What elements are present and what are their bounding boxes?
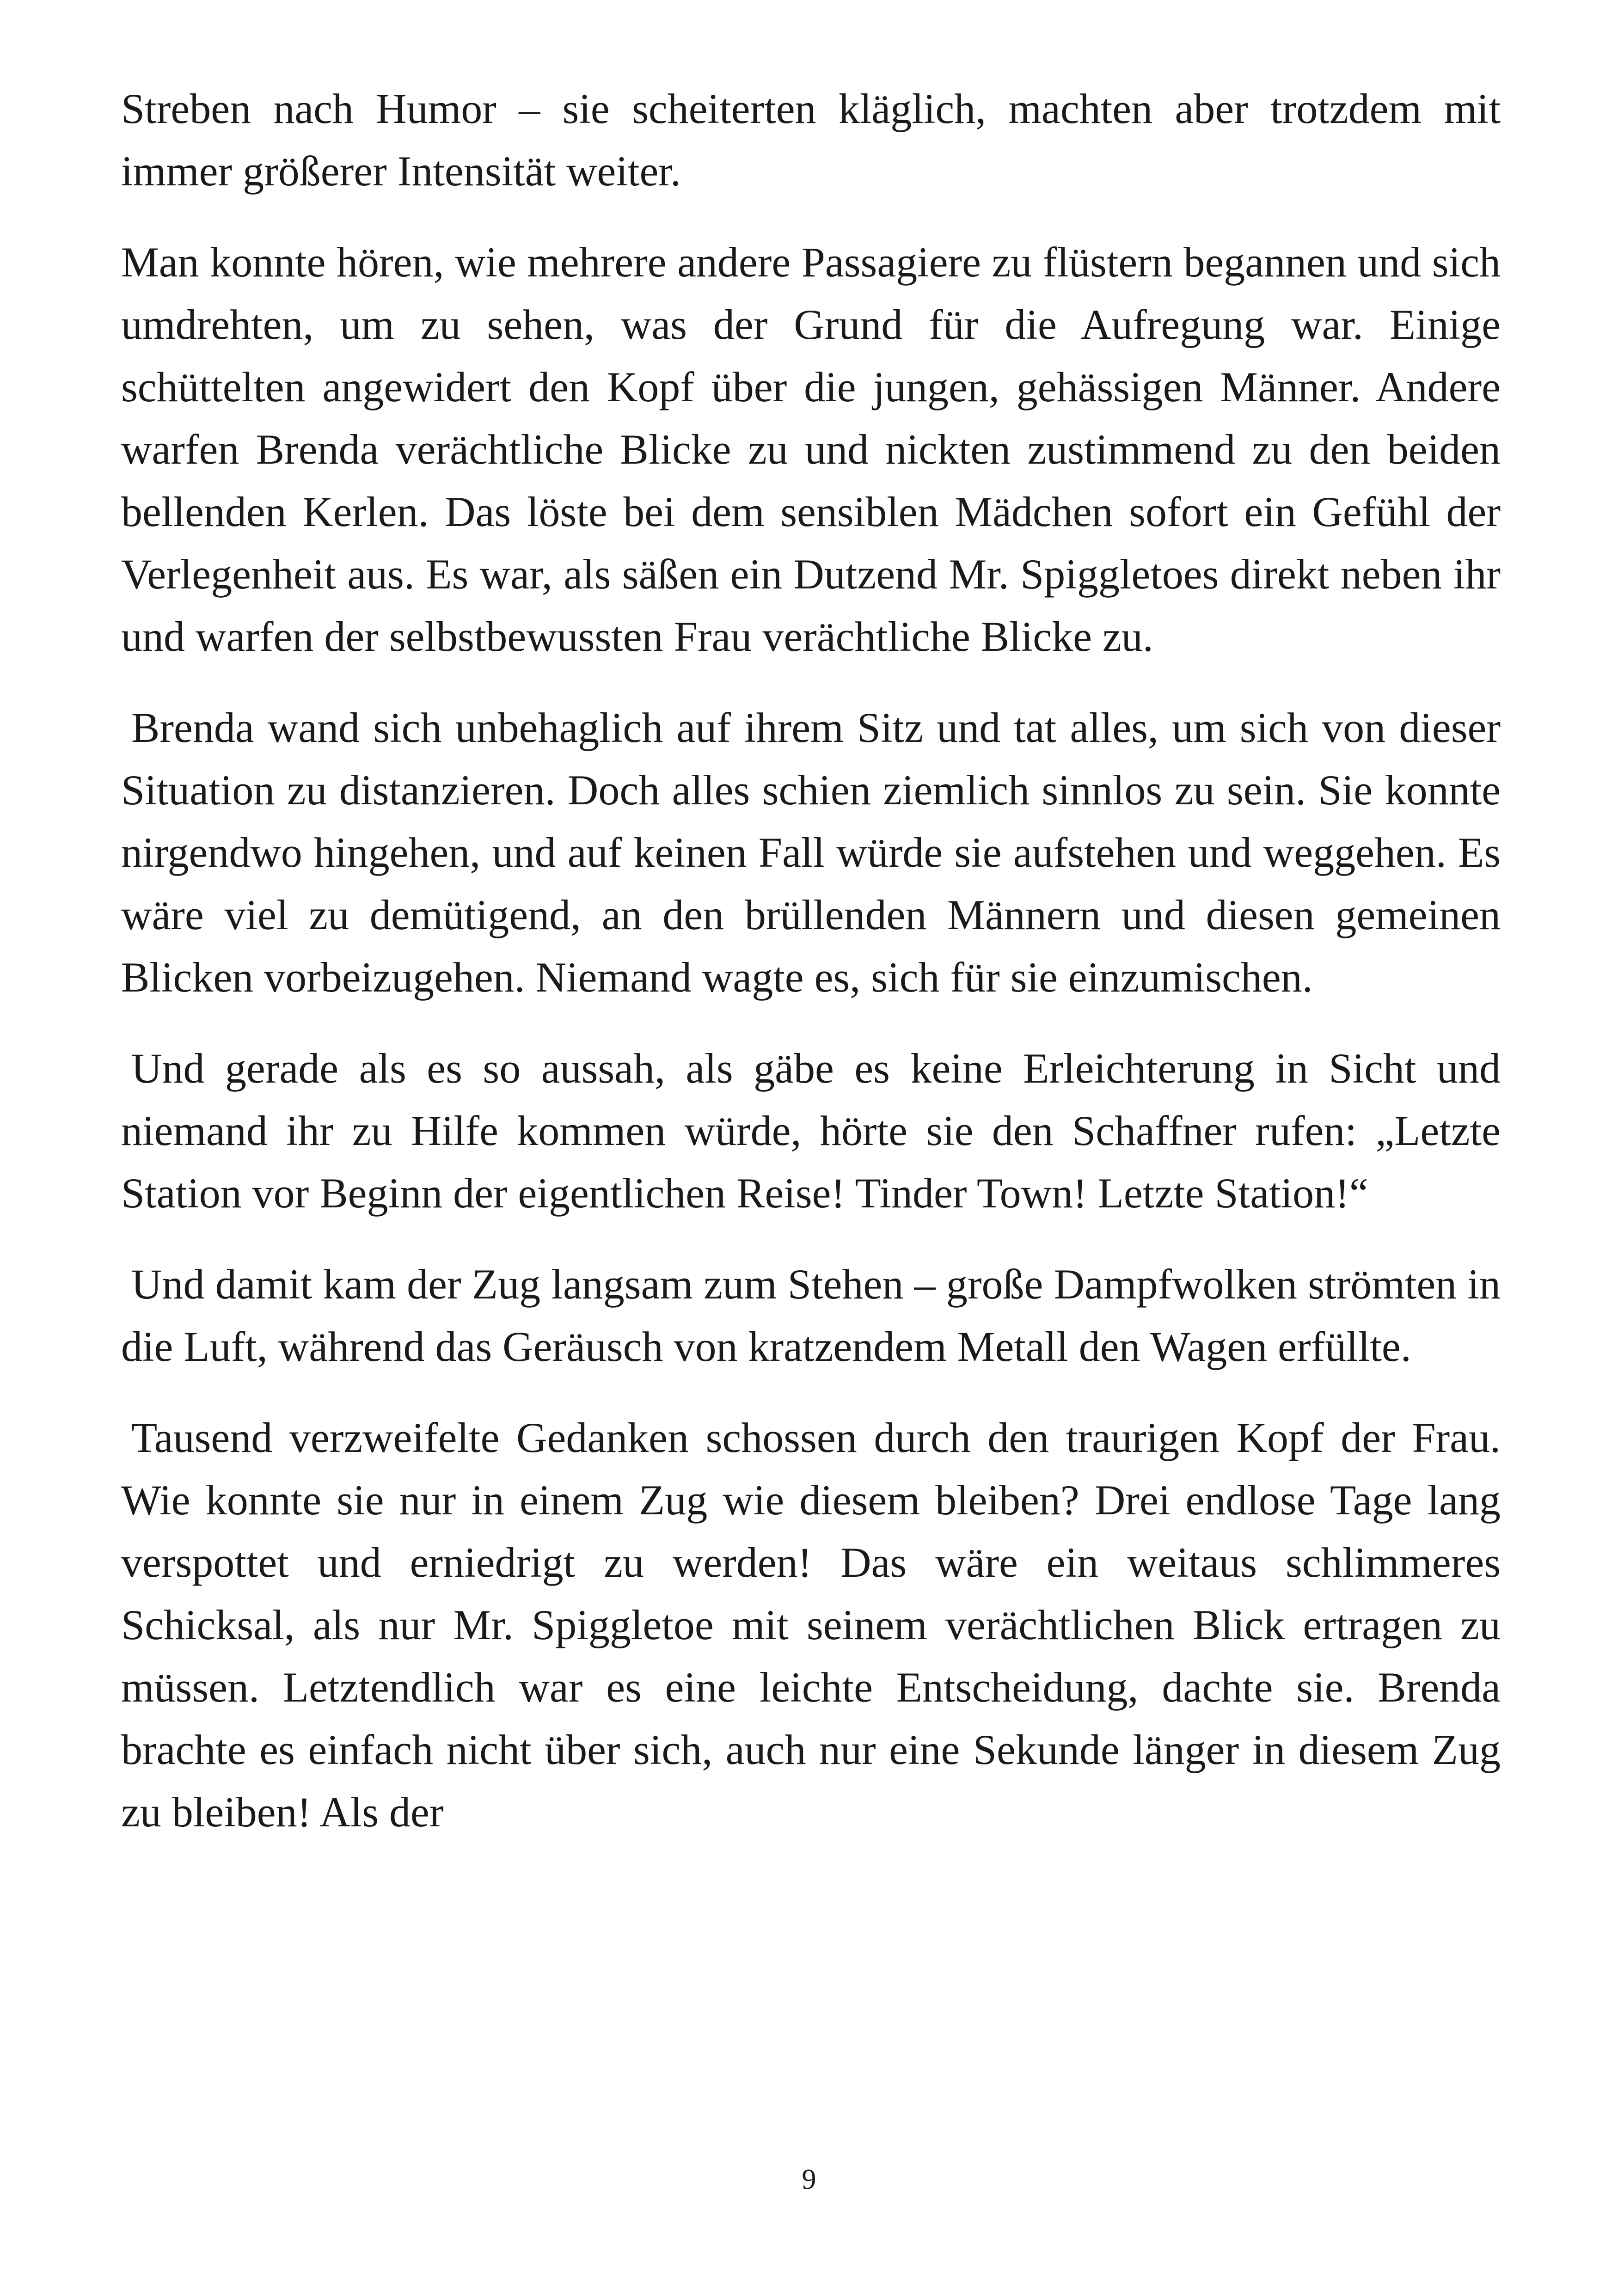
paragraph-2: Man konnte hören, wie mehrere andere Passagiere zu flüstern begannen und sich umdrehten, um zu sehen, was der Grund für die Aufregung war. Einige schüttelten angewidert den Kopf über die jungen, gehässigen Männer. Andere warfen Brenda verächtliche Blicke zu und nickten zustimmend zu den beiden bellenden Kerlen. Das löste bei dem sensiblen Mädchen sofort ein Gefühl der Verlegenheit aus. Es war, als säßen ein Dutzend Mr. Spiggletoes direkt neben ihr und warfen der selbstbewussten Frau verächtliche Blicke zu. [121,239,1501,660]
body-text [121,78,1501,1872]
paragraph-6: Tausend verzweifelte Gedanken schossen durch den traurigen Kopf der Frau. Wie konnte sie nur in einem Zug wie diesem bleiben? Drei endlose Tage lang verspottet und erniedrigt zu werden! Das wäre ein weitaus schlimmeres Schicksal, als nur Mr. Spiggletoe mit seinem verächtlichen Blick ertragen zu müssen. Letztendlich war es eine leichte Entscheidung, dachte sie. Brenda brachte es einfach nicht über sich, auch nur eine Sekunde länger in diesem Zug zu bleiben! Als der [121,1414,1501,1836]
paragraph-3: Brenda wand sich unbehaglich auf ihrem Sitz und tat alles, um sich von dieser Situation zu distanzieren. Doch alles schien ziemlich sinnlos zu sein. Sie konnte nirgendwo hingehen, und auf keinen Fall würde sie aufstehen und weggehen. Es wäre viel zu demütigend, an den brüllenden Männern und diesen gemeinen Blicken vorbeizugehen. Niemand wagte es, sich für sie einzumischen. [121,704,1501,1001]
paragraph-5: Und damit kam der Zug langsam zum Stehen – große Dampfwolken strömten in die Luft, während das Geräusch von kratzendem Metall den Wagen erfüllte. [121,1261,1501,1370]
paragraph-1: Streben nach Humor – sie scheiterten kläglich, machten aber trotzdem mit immer größerer Intensität weiter. [121,85,1501,195]
page-number: 9 [802,2164,816,2195]
paragraph-4: Und gerade als es so aussah, als gäbe es keine Erleichterung in Sicht und niemand ihr zu Hilfe kommen würde, hörte sie den Schaffner rufen: „Letzte Station vor Beginn der eigentlichen Reise! Tinder Town! Letzte Station!“ [121,1045,1501,1217]
